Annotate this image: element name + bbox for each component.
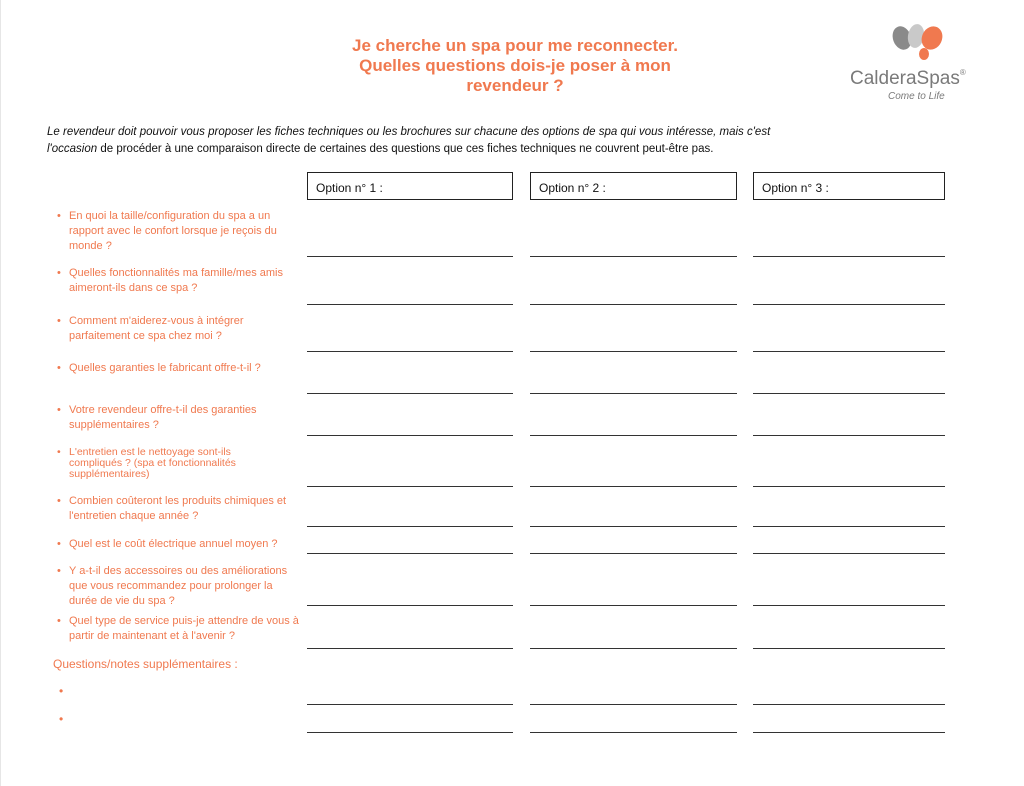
answer-line-option-3[interactable] [753, 526, 945, 527]
bullet: • [57, 267, 61, 279]
intro-text-1: Le revendeur doit pouvoir vous proposer les fiches techniques ou les brochures sur chacune des options de spa qui vous intéresse, mais c'est [47, 126, 771, 138]
answer-line-option-2[interactable] [530, 256, 737, 257]
additional-bullet: • [59, 684, 64, 698]
question-text: Combien coûteront les produits chimiques et l'entretien chaque année ? [69, 495, 287, 522]
answer-line-option-3[interactable] [753, 605, 945, 606]
bullet: • [57, 404, 61, 416]
question-item [57, 403, 302, 433]
title-line-2: Quelles questions dois-je poser à mon [359, 56, 671, 75]
answer-line-option-1[interactable] [307, 486, 513, 487]
answer-line-option-1[interactable] [307, 526, 513, 527]
answer-line-option-2[interactable] [530, 486, 737, 487]
intro-paragraph [47, 124, 807, 158]
logo-brand-caldera: Caldera [850, 68, 917, 89]
option-2-box[interactable]: Option n° 2 : [530, 172, 737, 200]
question-text: En quoi la taille/configuration du spa a un rapport avec le confort lorsque je reçois du monde ? [69, 210, 277, 252]
additional-bullet: • [59, 712, 64, 726]
logo-registered: ® [959, 68, 966, 77]
question-item [57, 266, 302, 296]
answer-line-option-3[interactable] [753, 304, 945, 305]
answer-line-option-1[interactable] [307, 256, 513, 257]
logo-wordmark [850, 68, 966, 90]
logo-tagline: Come to Life [888, 91, 945, 102]
answer-line-option-3[interactable] [753, 351, 945, 352]
intro-text-2: de procéder à une comparaison directe de certaines des questions que ces fiches techniques ne couvrent peut-être pas. [97, 143, 714, 155]
answer-line-option-1[interactable] [307, 435, 513, 436]
answer-line-option-2[interactable] [530, 304, 737, 305]
option-3-box[interactable]: Option n° 3 : [753, 172, 945, 200]
bullet: • [57, 538, 61, 550]
answer-line-option-1[interactable] [307, 605, 513, 606]
title-line-3: revendeur ? [466, 76, 564, 95]
bullet: • [57, 565, 61, 577]
question-item [57, 494, 302, 524]
answer-line-option-1[interactable] [307, 648, 513, 649]
question-text: Y a-t-il des accessoires ou des améliorations que vous recommandez pour prolonger la durée de vie du spa ? [69, 565, 288, 607]
answer-line-option-3[interactable] [753, 704, 945, 705]
option-1-box[interactable]: Option n° 1 : [307, 172, 513, 200]
question-item [57, 537, 302, 552]
answer-line-option-3[interactable] [753, 435, 945, 436]
bullet: • [57, 362, 61, 374]
answer-line-option-2[interactable] [530, 351, 737, 352]
intro-text-italic: l'occasion [47, 143, 98, 155]
bullet: • [57, 210, 61, 222]
logo-brand-spas: Spas [916, 68, 960, 89]
answer-line-option-3[interactable] [753, 553, 945, 554]
answer-line-option-3[interactable] [753, 393, 945, 394]
question-item [57, 614, 302, 644]
bullet: • [57, 446, 61, 458]
title-line-1: Je cherche un spa pour me reconnecter. [352, 36, 678, 55]
answer-line-option-1[interactable] [307, 304, 513, 305]
answer-line-option-1[interactable] [307, 351, 513, 352]
bullet: • [57, 495, 61, 507]
answer-line-option-2[interactable] [530, 393, 737, 394]
answer-line-option-2[interactable] [530, 704, 737, 705]
question-text: Comment m'aiderez-vous à intégrer parfaitement ce spa chez moi ? [69, 315, 244, 342]
question-text: Quel est le coût électrique annuel moyen ? [69, 538, 278, 550]
answer-line-option-1[interactable] [307, 732, 513, 733]
question-text: Quelles garanties le fabricant offre-t-il ? [69, 362, 261, 374]
butterfly-logo-icon [888, 24, 948, 64]
question-text: Quelles fonctionnalités ma famille/mes amis aimeront-ils dans ce spa ? [69, 267, 283, 294]
question-item [57, 564, 302, 609]
bullet: • [57, 315, 61, 327]
answer-line-option-1[interactable] [307, 704, 513, 705]
answer-line-option-3[interactable] [753, 648, 945, 649]
question-item [57, 447, 272, 480]
answer-line-option-2[interactable] [530, 553, 737, 554]
answer-line-option-2[interactable] [530, 732, 737, 733]
answer-line-option-1[interactable] [307, 553, 513, 554]
bullet: • [57, 615, 61, 627]
answer-line-option-1[interactable] [307, 393, 513, 394]
additional-notes-label: Questions/notes supplémentaires : [53, 657, 238, 671]
answer-line-option-3[interactable] [753, 486, 945, 487]
question-text: Quel type de service puis-je attendre de vous à partir de maintenant et à l'avenir ? [69, 615, 299, 642]
answer-line-option-2[interactable] [530, 648, 737, 649]
page-title [300, 36, 730, 96]
answer-line-option-3[interactable] [753, 732, 945, 733]
answer-line-option-2[interactable] [530, 526, 737, 527]
question-item [57, 361, 302, 376]
question-text: Votre revendeur offre-t-il des garanties supplémentaires ? [69, 404, 257, 431]
caldera-spas-logo [850, 24, 990, 104]
question-item [57, 314, 302, 344]
answer-line-option-2[interactable] [530, 435, 737, 436]
answer-line-option-2[interactable] [530, 605, 737, 606]
question-item [57, 209, 302, 254]
question-text: L'entretien est le nettoyage sont-ils compliqués ? (spa et fonctionnalités supplémentaires) [69, 446, 236, 480]
answer-line-option-3[interactable] [753, 256, 945, 257]
